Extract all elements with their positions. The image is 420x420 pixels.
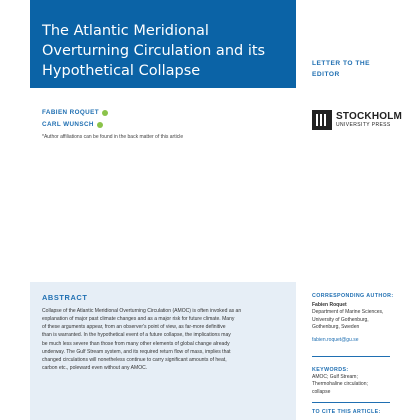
article-title: The Atlantic Meridional Overturning Circulation and its Hypothetical Collapse bbox=[42, 23, 266, 79]
corresponding-author-name: Fabien Roquet bbox=[312, 302, 347, 308]
publisher-subname: UNIVERSITY PRESS bbox=[336, 122, 391, 128]
cite-heading: TO CITE THIS ARTICLE: bbox=[312, 409, 381, 415]
publisher-logo-icon bbox=[312, 110, 332, 130]
article-type: LETTER TO THE EDITOR bbox=[312, 60, 371, 78]
publisher-name: STOCKHOLM bbox=[336, 111, 403, 122]
title-banner bbox=[30, 0, 296, 88]
divider bbox=[312, 356, 390, 357]
abstract-line: underway. The Gulf Stream system, and its required return flow of mass, implies that bbox=[42, 348, 231, 355]
keywords-heading: KEYWORDS: bbox=[312, 367, 349, 373]
abstract-line: than is warranted. In the hypothetical event of a future collapse, the implications may bbox=[42, 332, 231, 339]
abstract-box bbox=[30, 282, 296, 420]
corresponding-author-heading: CORRESPONDING AUTHOR: bbox=[312, 293, 394, 299]
affiliation-note: *Author affiliations can be found in the back matter of this article bbox=[42, 134, 184, 140]
corresponding-author-block bbox=[312, 302, 396, 331]
author-name[interactable]: CARL WUNSCH bbox=[42, 121, 103, 128]
address-line: University of Gothenburg, bbox=[312, 316, 369, 323]
publisher-logo bbox=[312, 110, 402, 130]
abstract-line: Collapse of the Atlantic Meridional Overturning Circulation (AMOC) is often invoked as an bbox=[42, 308, 242, 314]
orcid-icon[interactable] bbox=[97, 122, 103, 128]
keyword-line: AMOC; Gulf Stream; bbox=[312, 374, 358, 380]
author-name[interactable]: FABIEN ROQUET bbox=[42, 109, 108, 116]
abstract-line: carbon etc., poleward even without any AMOC. bbox=[42, 365, 148, 372]
abstract-line: be much less severe than those from many other elements of global change already bbox=[42, 340, 230, 347]
corresponding-author-email[interactable]: fabien.roquet@gu.se bbox=[312, 337, 359, 343]
address-line: Department of Marine Sciences, bbox=[312, 309, 384, 316]
keywords-list bbox=[312, 374, 396, 396]
abstract-line: of these arguments appear, from an observer's point of view, as far-more definitive bbox=[42, 324, 226, 331]
keyword-line: Thermohaline circulation; bbox=[312, 381, 368, 388]
abstract-line: changed circulations will nonetheless continue to carry significant amounts of heat, bbox=[42, 356, 227, 363]
abstract-heading: ABSTRACT bbox=[42, 293, 88, 302]
keyword-line: collapse bbox=[312, 388, 331, 395]
orcid-icon[interactable] bbox=[102, 110, 108, 116]
address-line: Gothenburg, Sweden bbox=[312, 323, 360, 330]
abstract-text bbox=[42, 307, 288, 372]
divider bbox=[312, 402, 390, 403]
abstract-line: explanation of major past climate changes and as a major risk for future climate. Many bbox=[42, 316, 235, 323]
